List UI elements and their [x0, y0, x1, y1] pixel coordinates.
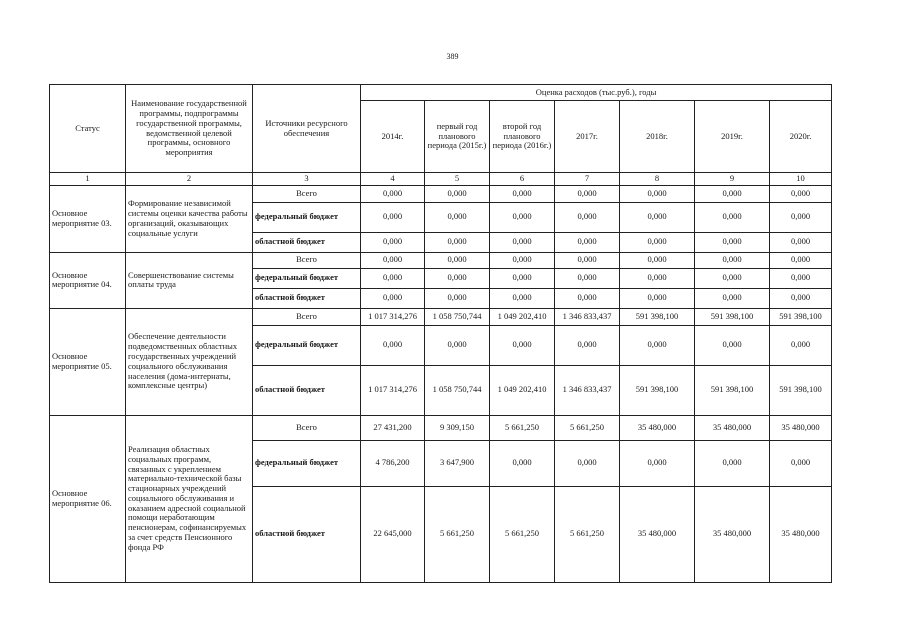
header-estimate: Оценка расходов (тыс.руб.), годы: [361, 85, 832, 101]
amount-cell: 0,000: [555, 268, 620, 288]
amount-cell: 1 058 750,744: [425, 308, 490, 325]
funding-source-cell: федеральный бюджет: [253, 440, 361, 486]
status-cell: Основное мероприятие 06.: [50, 415, 126, 582]
table-row: [50, 308, 832, 325]
amount-cell: 0,000: [770, 288, 832, 308]
column-number: 8: [620, 173, 695, 186]
amount-cell: 22 645,000: [361, 486, 425, 582]
header-year: 2017г.: [555, 101, 620, 173]
amount-cell: 0,000: [425, 232, 490, 252]
funding-source-cell: областной бюджет: [253, 365, 361, 415]
funding-source-cell: федеральный бюджет: [253, 202, 361, 232]
funding-source-cell: областной бюджет: [253, 486, 361, 582]
column-numbers-row: [50, 173, 832, 186]
amount-cell: 1 017 314,276: [361, 308, 425, 325]
amount-cell: 0,000: [770, 440, 832, 486]
funding-source-cell: федеральный бюджет: [253, 325, 361, 365]
funding-source-cell: федеральный бюджет: [253, 268, 361, 288]
amount-cell: 0,000: [620, 440, 695, 486]
amount-cell: 0,000: [425, 288, 490, 308]
column-number: 5: [425, 173, 490, 186]
amount-cell: 0,000: [490, 252, 555, 268]
amount-cell: 0,000: [620, 288, 695, 308]
funding-source-cell: областной бюджет: [253, 232, 361, 252]
header-status: Статус: [50, 85, 126, 173]
header-year: 2018г.: [620, 101, 695, 173]
amount-cell: 591 398,100: [695, 308, 770, 325]
amount-cell: 0,000: [770, 185, 832, 202]
funding-source-cell: Всего: [253, 185, 361, 202]
activity-name-cell: Обеспечение деятельности подведомственных областных государственных учреждений социального обслуживания населения (дома-интернаты, комплексные центры): [126, 308, 253, 415]
amount-cell: 0,000: [425, 185, 490, 202]
status-cell: Основное мероприятие 04.: [50, 252, 126, 308]
amount-cell: 0,000: [695, 202, 770, 232]
amount-cell: 0,000: [770, 325, 832, 365]
amount-cell: 0,000: [620, 202, 695, 232]
amount-cell: 1 049 202,410: [490, 308, 555, 325]
amount-cell: 0,000: [361, 252, 425, 268]
funding-source-cell: Всего: [253, 308, 361, 325]
amount-cell: 591 398,100: [620, 365, 695, 415]
amount-cell: 0,000: [695, 288, 770, 308]
status-cell: Основное мероприятие 05.: [50, 308, 126, 415]
amount-cell: 35 480,000: [620, 415, 695, 440]
amount-cell: 591 398,100: [770, 365, 832, 415]
header-sources: Источники ресурсного обеспечения: [253, 85, 361, 173]
amount-cell: 0,000: [490, 202, 555, 232]
activity-name-cell: Формирование независимой системы оценки качества работы организаций, оказывающих социальные услуги: [126, 185, 253, 252]
amount-cell: 0,000: [695, 252, 770, 268]
amount-cell: 35 480,000: [770, 486, 832, 582]
amount-cell: 0,000: [361, 185, 425, 202]
amount-cell: 0,000: [770, 268, 832, 288]
amount-cell: 0,000: [361, 288, 425, 308]
amount-cell: 5 661,250: [425, 486, 490, 582]
header-year: 2014г.: [361, 101, 425, 173]
status-cell: Основное мероприятие 03.: [50, 185, 126, 252]
header-year: первый год планового периода (2015г.): [425, 101, 490, 173]
activity-name-cell: Реализация областных социальных программ, связанных с укреплением материально-технической базы стационарных учреждений социального обслуживания и оказанием адресной социальной помощи неработающим пенсионерам, софинансируемых за счет средств Пенсионного фонда РФ: [126, 415, 253, 582]
amount-cell: 0,000: [620, 185, 695, 202]
amount-cell: 35 480,000: [620, 486, 695, 582]
funding-source-cell: Всего: [253, 415, 361, 440]
amount-cell: 0,000: [695, 268, 770, 288]
amount-cell: 0,000: [490, 325, 555, 365]
amount-cell: 0,000: [361, 325, 425, 365]
amount-cell: 1 346 833,437: [555, 365, 620, 415]
amount-cell: 591 398,100: [620, 308, 695, 325]
amount-cell: 0,000: [770, 232, 832, 252]
column-number: 3: [253, 173, 361, 186]
column-number: 2: [126, 173, 253, 186]
header-year: 2020г.: [770, 101, 832, 173]
amount-cell: 0,000: [555, 232, 620, 252]
amount-cell: 0,000: [490, 185, 555, 202]
amount-cell: 4 786,200: [361, 440, 425, 486]
amount-cell: 35 480,000: [770, 415, 832, 440]
amount-cell: 0,000: [770, 252, 832, 268]
amount-cell: 0,000: [490, 232, 555, 252]
amount-cell: 0,000: [361, 202, 425, 232]
amount-cell: 5 661,250: [555, 415, 620, 440]
amount-cell: 0,000: [695, 185, 770, 202]
amount-cell: 0,000: [695, 440, 770, 486]
funding-source-cell: областной бюджет: [253, 288, 361, 308]
amount-cell: 27 431,200: [361, 415, 425, 440]
activity-name-cell: Совершенствование системы оплаты труда: [126, 252, 253, 308]
amount-cell: 0,000: [425, 325, 490, 365]
amount-cell: 0,000: [490, 288, 555, 308]
amount-cell: 0,000: [361, 268, 425, 288]
amount-cell: 1 049 202,410: [490, 365, 555, 415]
amount-cell: 0,000: [555, 440, 620, 486]
amount-cell: 0,000: [620, 268, 695, 288]
amount-cell: 5 661,250: [490, 486, 555, 582]
amount-cell: 0,000: [425, 268, 490, 288]
amount-cell: 0,000: [620, 232, 695, 252]
amount-cell: 0,000: [555, 185, 620, 202]
column-number: 4: [361, 173, 425, 186]
amount-cell: 0,000: [620, 252, 695, 268]
budget-table: [49, 84, 832, 583]
amount-cell: 0,000: [695, 232, 770, 252]
amount-cell: 0,000: [425, 202, 490, 232]
amount-cell: 5 661,250: [490, 415, 555, 440]
amount-cell: 0,000: [490, 268, 555, 288]
page-number: 389: [446, 52, 459, 61]
amount-cell: 0,000: [361, 232, 425, 252]
header-year: 2019г.: [695, 101, 770, 173]
table-row: [50, 185, 832, 202]
amount-cell: 35 480,000: [695, 415, 770, 440]
amount-cell: 591 398,100: [770, 308, 832, 325]
amount-cell: 9 309,150: [425, 415, 490, 440]
amount-cell: 0,000: [695, 325, 770, 365]
amount-cell: 1 058 750,744: [425, 365, 490, 415]
column-number: 6: [490, 173, 555, 186]
amount-cell: 0,000: [490, 440, 555, 486]
amount-cell: 3 647,900: [425, 440, 490, 486]
amount-cell: 1 017 314,276: [361, 365, 425, 415]
column-number: 1: [50, 173, 126, 186]
amount-cell: 0,000: [555, 252, 620, 268]
amount-cell: 0,000: [555, 288, 620, 308]
amount-cell: 0,000: [555, 325, 620, 365]
amount-cell: 591 398,100: [695, 365, 770, 415]
table-row: [50, 415, 832, 440]
header-year: второй год планового периода (2016г.): [490, 101, 555, 173]
amount-cell: 0,000: [425, 252, 490, 268]
amount-cell: 5 661,250: [555, 486, 620, 582]
amount-cell: 1 346 833,437: [555, 308, 620, 325]
column-number: 9: [695, 173, 770, 186]
column-number: 7: [555, 173, 620, 186]
amount-cell: 35 480,000: [695, 486, 770, 582]
table-row: [50, 252, 832, 268]
header-name: Наименование государственной программы, подпрограммы государственной программы, ведомственной целевой программы, основного мероприятия: [126, 85, 253, 173]
amount-cell: 0,000: [770, 202, 832, 232]
amount-cell: 0,000: [555, 202, 620, 232]
column-number: 10: [770, 173, 832, 186]
amount-cell: 0,000: [620, 325, 695, 365]
funding-source-cell: Всего: [253, 252, 361, 268]
